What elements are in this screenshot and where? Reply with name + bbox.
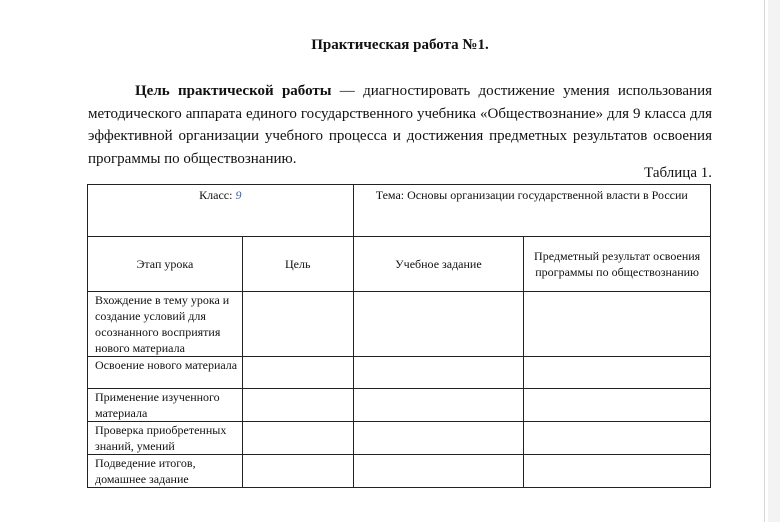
class-value: 9 bbox=[235, 188, 242, 202]
class-cell bbox=[88, 185, 354, 237]
empty-cell bbox=[353, 389, 524, 422]
stage-cell: Проверка приобретенных знаний, умений bbox=[88, 422, 243, 455]
goal-text: — диагностировать достижение умения использования методического аппарата единого государственного учебника «Обществознание» для 9 класса для эффективной организации учебного процесса и достижения предметных результатов освоения программы по обществознанию. bbox=[88, 83, 712, 167]
stage-cell: Подведение итогов, домашнее задание bbox=[88, 455, 243, 488]
empty-cell bbox=[353, 422, 524, 455]
stage-cell: Вхождение в тему урока и создание условий для осознанного восприятия нового материала bbox=[88, 292, 243, 357]
empty-cell bbox=[242, 357, 353, 389]
empty-cell bbox=[242, 422, 353, 455]
empty-cell bbox=[524, 357, 711, 389]
page-scroll-gutter bbox=[768, 0, 780, 522]
stage-cell: Применение изученного материала bbox=[88, 389, 243, 422]
column-header-stage: Этап урока bbox=[88, 237, 243, 292]
topic-cell: Тема: Основы организации государственной власти в России bbox=[353, 185, 710, 237]
table-row bbox=[88, 292, 711, 357]
empty-cell bbox=[353, 357, 524, 389]
goal-paragraph bbox=[88, 80, 712, 170]
empty-cell bbox=[524, 389, 711, 422]
table-row bbox=[88, 422, 711, 455]
table-row bbox=[88, 389, 711, 422]
class-label: Класс: bbox=[199, 188, 236, 202]
empty-cell bbox=[242, 292, 353, 357]
column-header-task: Учебное задание bbox=[353, 237, 524, 292]
column-header-row bbox=[88, 237, 711, 292]
column-header-result: Предметный результат освоения программы по обществознанию bbox=[524, 237, 711, 292]
goal-label: Цель практической работы bbox=[135, 83, 332, 99]
empty-cell bbox=[353, 455, 524, 488]
empty-cell bbox=[242, 455, 353, 488]
table-caption: Таблица 1. bbox=[644, 165, 712, 181]
empty-cell bbox=[524, 455, 711, 488]
empty-cell bbox=[353, 292, 524, 357]
empty-cell bbox=[524, 422, 711, 455]
empty-cell bbox=[242, 389, 353, 422]
page-edge bbox=[764, 0, 765, 522]
table-header-row bbox=[88, 185, 711, 237]
stage-cell: Освоение нового материала bbox=[88, 357, 243, 389]
table-row bbox=[88, 357, 711, 389]
lesson-table bbox=[87, 184, 711, 488]
column-header-goal: Цель bbox=[242, 237, 353, 292]
table-row bbox=[88, 455, 711, 488]
empty-cell bbox=[524, 292, 711, 357]
document-title: Практическая работа №1. bbox=[311, 37, 489, 53]
